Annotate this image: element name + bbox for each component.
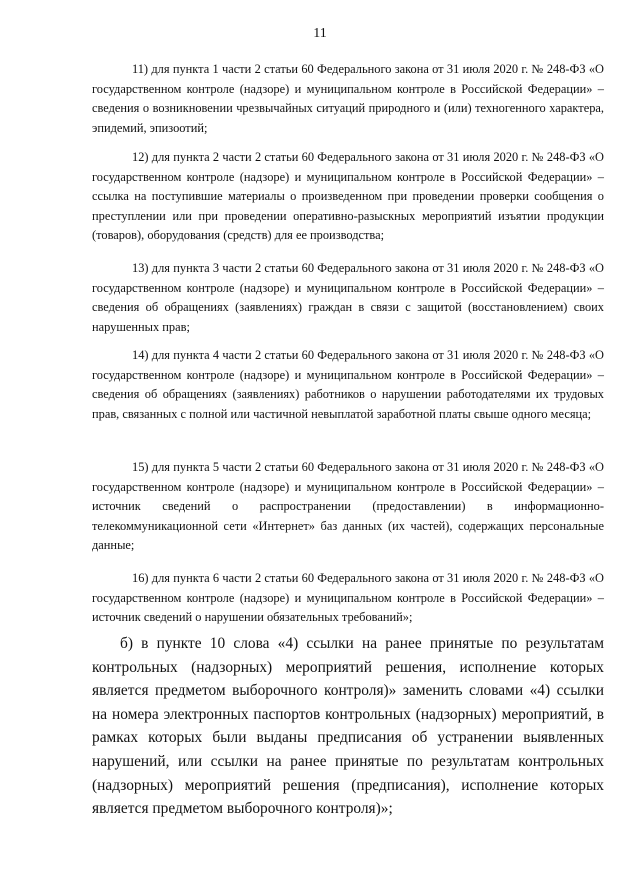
paragraph-item-11: 11) для пункта 1 части 2 статьи 60 Федерального закона от 31 июля 2020 г. № 248-ФЗ «О государственном контроле (надзоре) и муниципальном контроле в Российской Федерации» – сведения о возникновении чрезвычайных ситуаций природного и (или) техногенного характера, эпидемий, эпизоотий; <box>92 62 604 135</box>
page-number: 11 <box>313 26 327 41</box>
paragraph-item-12: 12) для пункта 2 части 2 статьи 60 Федерального закона от 31 июля 2020 г. № 248-ФЗ «О государственном контроле (надзоре) и муниципальном контроле в Российской Федерации» – ссылка на поступившие материалы о произведенном при проведении проверки сообщения о преступлении или при проведении оперативно-разыскных мероприятий изъятии продукции (товаров), оборудования (средств) для ее производства; <box>92 150 604 243</box>
paragraph-b-amendment: б) в пункте 10 слова «4) ссылки на ранее принятые по результатам контрольных (надзорных) мероприятий решения, исполнение которых является предметом выборочного контроля)» заменить словами «4) ссылки на номера электронных паспортов контрольных (надзорных) мероприятий, в рамках которых были выданы предписания об устранении выявленных нарушений, или ссылки на ранее принятые по результатам контрольных (надзорных) мероприятий решения (предписания), исполнение которых является предметом выборочного контроля)»; <box>92 635 604 818</box>
paragraph-item-14: 14) для пункта 4 части 2 статьи 60 Федерального закона от 31 июля 2020 г. № 248-ФЗ «О государственном контроле (надзоре) и муниципальном контроле в Российской Федерации» – сведения об обращениях (заявлениях) работников о нарушении работодателями их трудовых прав, связанных с полной или частичной невыплатой заработной платы свыше одного месяца; <box>92 348 604 421</box>
paragraph-item-15: 15) для пункта 5 части 2 статьи 60 Федерального закона от 31 июля 2020 г. № 248-ФЗ «О государственном контроле (надзоре) и муниципальном контроле в Российской Федерации» – источник сведений о распространении (предоставлении) в информационно-телекоммуникационной сети «Интернет» баз данных (их частей), содержащих персональные данные; <box>92 460 604 553</box>
paragraph-item-13: 13) для пункта 3 части 2 статьи 60 Федерального закона от 31 июля 2020 г. № 248-ФЗ «О государственном контроле (надзоре) и муниципальном контроле в Российской Федерации» – сведения об обращениях (заявлениях) граждан в связи с защитой (восстановлением) своих нарушенных прав; <box>92 261 604 334</box>
paragraph-item-16: 16) для пункта 6 части 2 статьи 60 Федерального закона от 31 июля 2020 г. № 248-ФЗ «О государственном контроле (надзоре) и муниципальном контроле в Российской Федерации» – источник сведений о нарушении обязательных требований»; <box>92 571 604 625</box>
